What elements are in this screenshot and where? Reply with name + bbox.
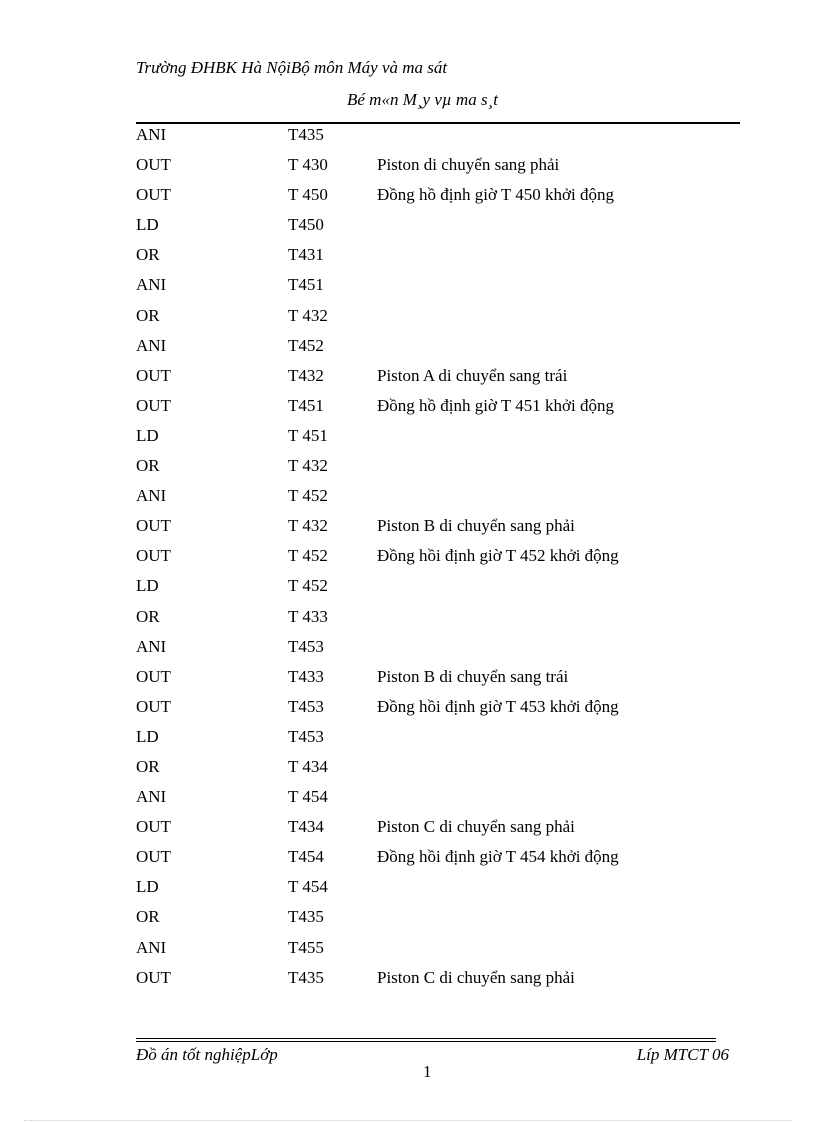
instruction-row <box>136 755 740 785</box>
instruction-operand: T 454 <box>288 877 328 897</box>
instruction-row <box>136 665 740 695</box>
header-school-department: Trường ĐHBK Hà NộiBộ môn Máy và ma sát <box>136 58 448 77</box>
instruction-opcode: OUT <box>136 847 171 867</box>
instruction-row <box>136 394 740 424</box>
instruction-opcode: OUT <box>136 967 171 987</box>
instruction-opcode: LD <box>136 877 159 897</box>
instruction-operand: T 452 <box>288 576 328 596</box>
instruction-opcode: LD <box>136 215 159 235</box>
instruction-row <box>136 544 740 574</box>
instruction-operand: T 450 <box>288 185 328 205</box>
instruction-opcode: OR <box>136 305 160 325</box>
instruction-operand: T435 <box>288 907 324 927</box>
instruction-row <box>136 725 740 755</box>
instruction-row <box>136 273 740 303</box>
instruction-opcode: OUT <box>136 155 171 175</box>
instruction-operand: T 452 <box>288 486 328 506</box>
instruction-row <box>136 243 740 273</box>
instruction-operand: T 452 <box>288 546 328 566</box>
instruction-operand: T 454 <box>288 787 328 807</box>
instruction-row <box>136 153 740 183</box>
instruction-operand: T435 <box>288 967 324 987</box>
instruction-operand: T433 <box>288 666 324 686</box>
instruction-list <box>136 123 740 996</box>
instruction-comment: Đồng hồ định giờ T 451 khởi động <box>377 395 614 415</box>
instruction-opcode: ANI <box>136 275 167 295</box>
instruction-row <box>136 815 740 845</box>
instruction-row <box>136 304 740 334</box>
instruction-operand: T 434 <box>288 756 328 776</box>
instruction-comment: Đồng hồi định giờ T 452 khởi động <box>377 546 619 566</box>
footer-divider-second <box>136 1041 716 1042</box>
instruction-comment: Đồng hồi định giờ T 453 khởi động <box>377 696 619 716</box>
instruction-row <box>136 514 740 544</box>
instruction-row <box>136 905 740 935</box>
instruction-opcode: OUT <box>136 516 171 536</box>
instruction-opcode: ANI <box>136 636 167 656</box>
instruction-row <box>136 123 740 153</box>
instruction-comment: Piston di chuyển sang phải <box>377 155 560 175</box>
bottom-dotted-edge <box>24 1120 792 1121</box>
instruction-comment: Đồng hồi định giờ T 454 khởi động <box>377 847 619 867</box>
instruction-opcode: OR <box>136 756 160 776</box>
instruction-opcode: ANI <box>136 486 167 506</box>
header-department-garbled: Bé m«n M¸y vµ ma s¸t <box>347 90 498 109</box>
instruction-row <box>136 213 740 243</box>
instruction-opcode: LD <box>136 425 159 445</box>
instruction-opcode: OR <box>136 245 160 265</box>
instruction-opcode: OUT <box>136 185 171 205</box>
instruction-operand: T453 <box>288 726 324 746</box>
instruction-row <box>136 574 740 604</box>
instruction-row <box>136 605 740 635</box>
instruction-operand: T431 <box>288 245 324 265</box>
instruction-comment: Piston B di chuyển sang phải <box>377 516 575 536</box>
instruction-row <box>136 845 740 875</box>
instruction-comment: Đồng hồ định giờ T 450 khởi động <box>377 185 614 205</box>
instruction-comment: Piston A di chuyển sang trái <box>377 365 568 385</box>
instruction-row <box>136 635 740 665</box>
instruction-operand: T451 <box>288 275 324 295</box>
instruction-opcode: OR <box>136 456 160 476</box>
instruction-row <box>136 364 740 394</box>
instruction-row <box>136 183 740 213</box>
instruction-operand: T435 <box>288 125 324 144</box>
instruction-comment: Piston B di chuyển sang trái <box>377 666 569 686</box>
instruction-opcode: ANI <box>136 335 167 355</box>
instruction-row <box>136 484 740 514</box>
instruction-row <box>136 936 740 966</box>
instruction-operand: T 432 <box>288 305 328 325</box>
instruction-opcode: OR <box>136 907 160 927</box>
instruction-opcode: OUT <box>136 817 171 837</box>
instruction-opcode: OR <box>136 606 160 626</box>
instruction-operand: T 433 <box>288 606 328 626</box>
instruction-operand: T432 <box>288 365 324 385</box>
instruction-row <box>136 966 740 996</box>
instruction-operand: T452 <box>288 335 324 355</box>
instruction-row <box>136 454 740 484</box>
instruction-opcode: LD <box>136 576 159 596</box>
instruction-operand: T451 <box>288 395 324 415</box>
instruction-operand: T 451 <box>288 425 328 445</box>
footer-class-label: Líp MTCT 06 <box>636 1045 729 1064</box>
instruction-operand: T454 <box>288 847 324 867</box>
footer-divider <box>136 1038 716 1039</box>
instruction-opcode: OUT <box>136 365 171 385</box>
instruction-operand: T453 <box>288 696 324 716</box>
instruction-opcode: ANI <box>136 125 167 144</box>
instruction-operand: T453 <box>288 636 324 656</box>
instruction-comment: Piston C di chuyển sang phải <box>377 967 575 987</box>
instruction-row <box>136 695 740 725</box>
instruction-row <box>136 875 740 905</box>
instruction-opcode: OUT <box>136 696 171 716</box>
instruction-operand: T 432 <box>288 456 328 476</box>
instruction-operand: T455 <box>288 937 324 957</box>
instruction-opcode: OUT <box>136 546 171 566</box>
instruction-operand: T450 <box>288 215 324 235</box>
instruction-opcode: OUT <box>136 666 171 686</box>
instruction-opcode: LD <box>136 726 159 746</box>
instruction-operand: T 432 <box>288 516 328 536</box>
instruction-comment: Piston C di chuyển sang phải <box>377 817 575 837</box>
instruction-opcode: OUT <box>136 395 171 415</box>
page-number: 1 <box>423 1062 432 1081</box>
instruction-operand: T 430 <box>288 155 328 175</box>
instruction-opcode: ANI <box>136 787 167 807</box>
footer-thesis-label: Đồ án tốt nghiệpLớp <box>136 1045 278 1064</box>
instruction-operand: T434 <box>288 817 324 837</box>
instruction-row <box>136 424 740 454</box>
instruction-row <box>136 334 740 364</box>
instruction-row <box>136 785 740 815</box>
instruction-opcode: ANI <box>136 937 167 957</box>
